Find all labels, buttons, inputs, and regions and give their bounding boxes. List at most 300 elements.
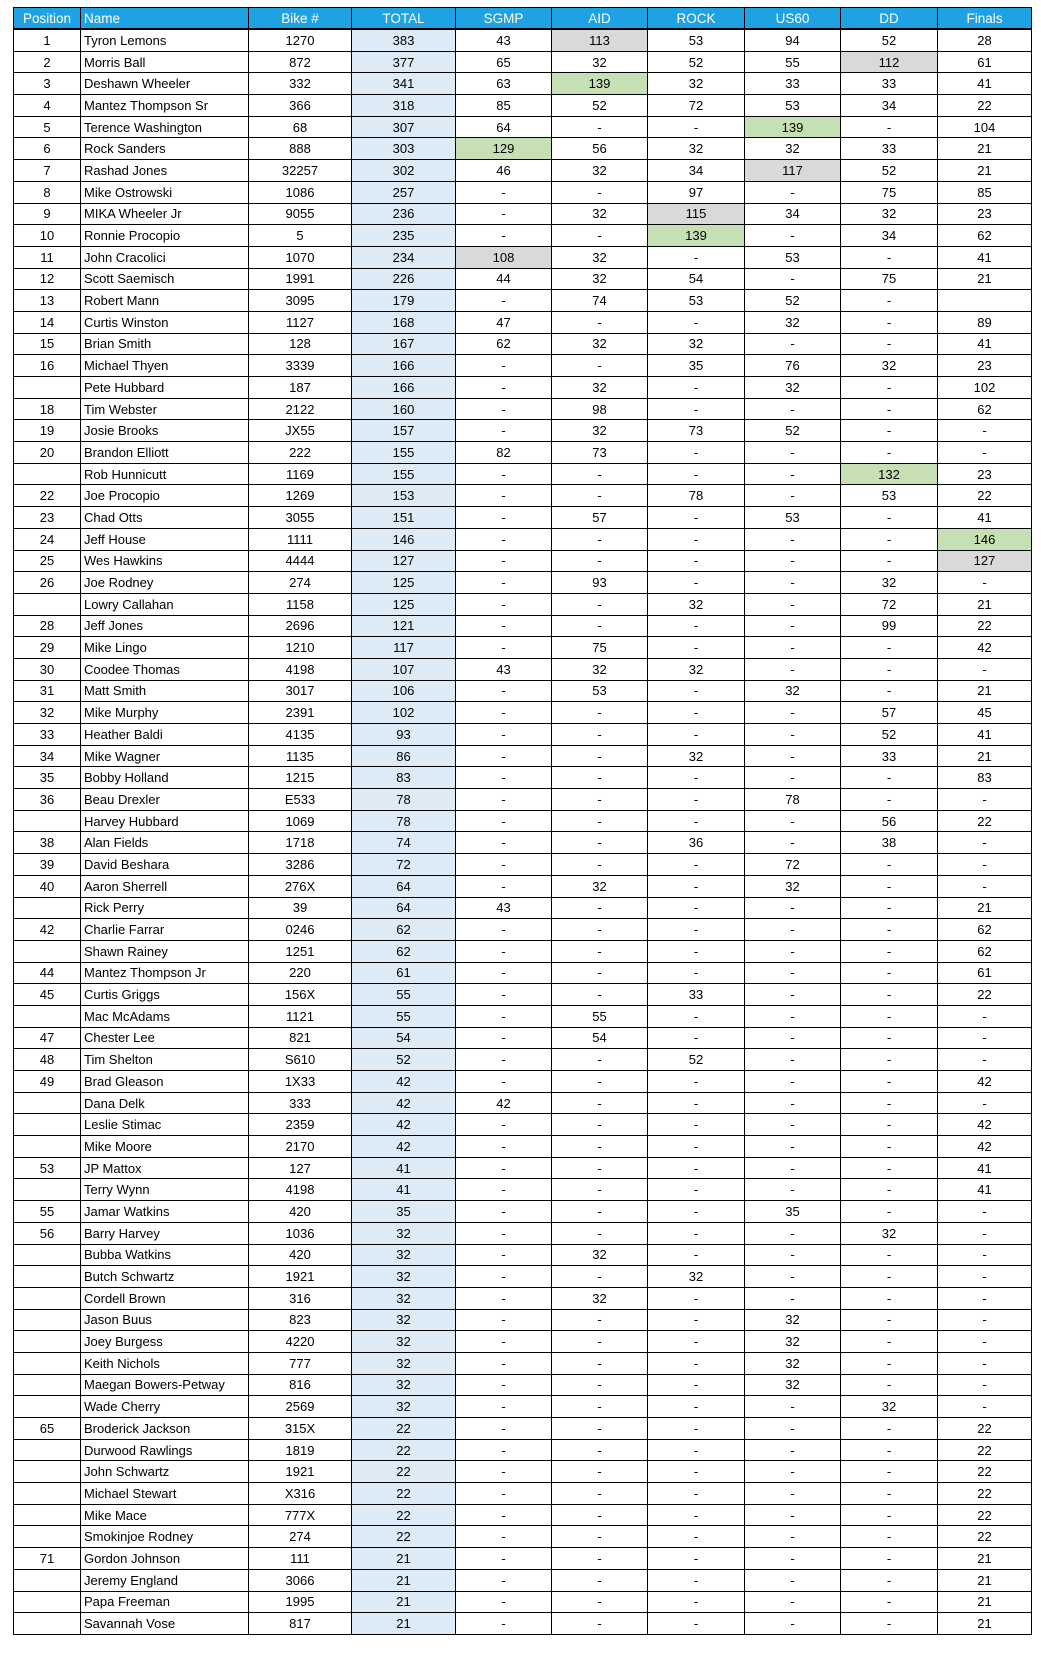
cell-name[interactable]: Jamar Watkins	[81, 1201, 249, 1223]
cell-finals[interactable]: -	[938, 1049, 1032, 1071]
cell-sgmp[interactable]: -	[456, 1071, 552, 1093]
cell-sgmp[interactable]: -	[456, 181, 552, 203]
cell-position[interactable]	[14, 1287, 81, 1309]
cell-dd[interactable]: -	[841, 1309, 938, 1331]
cell-sgmp[interactable]: -	[456, 1157, 552, 1179]
cell-sgmp[interactable]: -	[456, 1352, 552, 1374]
cell-us60[interactable]: 139	[745, 116, 841, 138]
cell-bike-number[interactable]: 127	[249, 1157, 352, 1179]
cell-name[interactable]: Jeff Jones	[81, 615, 249, 637]
cell-sgmp[interactable]: -	[456, 398, 552, 420]
cell-bike-number[interactable]: 128	[249, 333, 352, 355]
cell-total[interactable]: 21	[352, 1569, 456, 1591]
cell-dd[interactable]: 32	[841, 355, 938, 377]
cell-total[interactable]: 22	[352, 1483, 456, 1505]
cell-position[interactable]: 19	[14, 420, 81, 442]
cell-rock[interactable]: -	[648, 442, 745, 464]
cell-name[interactable]: Rob Hunnicutt	[81, 463, 249, 485]
cell-finals[interactable]: 23	[938, 203, 1032, 225]
cell-bike-number[interactable]: 2122	[249, 398, 352, 420]
cell-total[interactable]: 78	[352, 789, 456, 811]
cell-rock[interactable]: -	[648, 1331, 745, 1353]
cell-name[interactable]: Tim Shelton	[81, 1049, 249, 1071]
cell-dd[interactable]: -	[841, 1136, 938, 1158]
cell-total[interactable]: 22	[352, 1526, 456, 1548]
cell-bike-number[interactable]: S610	[249, 1049, 352, 1071]
cell-name[interactable]: Rashad Jones	[81, 160, 249, 182]
cell-finals[interactable]: 21	[938, 138, 1032, 160]
cell-us60[interactable]: 117	[745, 160, 841, 182]
cell-position[interactable]: 53	[14, 1157, 81, 1179]
cell-finals[interactable]: 28	[938, 29, 1032, 51]
cell-aid[interactable]: -	[552, 1266, 648, 1288]
cell-us60[interactable]: 32	[745, 875, 841, 897]
cell-dd[interactable]: 72	[841, 593, 938, 615]
cell-rock[interactable]: -	[648, 1309, 745, 1331]
cell-position[interactable]	[14, 940, 81, 962]
cell-us60[interactable]: -	[745, 268, 841, 290]
cell-finals[interactable]: -	[938, 875, 1032, 897]
cell-rock[interactable]: -	[648, 680, 745, 702]
cell-total[interactable]: 32	[352, 1352, 456, 1374]
cell-rock[interactable]: -	[648, 1504, 745, 1526]
cell-sgmp[interactable]: -	[456, 1114, 552, 1136]
cell-position[interactable]: 28	[14, 615, 81, 637]
cell-aid[interactable]: 139	[552, 73, 648, 95]
cell-sgmp[interactable]: -	[456, 615, 552, 637]
cell-bike-number[interactable]: 366	[249, 95, 352, 117]
cell-sgmp[interactable]: 108	[456, 246, 552, 268]
cell-bike-number[interactable]: 1086	[249, 181, 352, 203]
cell-name[interactable]: Michael Stewart	[81, 1483, 249, 1505]
cell-rock[interactable]: 52	[648, 1049, 745, 1071]
cell-aid[interactable]: 93	[552, 572, 648, 594]
header-us60[interactable]: US60	[745, 8, 841, 30]
cell-rock[interactable]: -	[648, 1114, 745, 1136]
cell-total[interactable]: 226	[352, 268, 456, 290]
cell-total[interactable]: 125	[352, 593, 456, 615]
cell-finals[interactable]: 45	[938, 702, 1032, 724]
cell-finals[interactable]: 42	[938, 1136, 1032, 1158]
cell-us60[interactable]: -	[745, 724, 841, 746]
cell-bike-number[interactable]: 68	[249, 116, 352, 138]
cell-us60[interactable]: 76	[745, 355, 841, 377]
cell-rock[interactable]: -	[648, 724, 745, 746]
cell-position[interactable]: 2	[14, 51, 81, 73]
cell-total[interactable]: 74	[352, 832, 456, 854]
cell-finals[interactable]: 21	[938, 680, 1032, 702]
cell-rock[interactable]: -	[648, 615, 745, 637]
header-aid[interactable]: AID	[552, 8, 648, 30]
cell-position[interactable]: 10	[14, 225, 81, 247]
cell-name[interactable]: Leslie Stimac	[81, 1114, 249, 1136]
cell-us60[interactable]: -	[745, 485, 841, 507]
cell-total[interactable]: 22	[352, 1439, 456, 1461]
cell-rock[interactable]: -	[648, 1287, 745, 1309]
cell-us60[interactable]: -	[745, 1244, 841, 1266]
cell-bike-number[interactable]: 187	[249, 377, 352, 399]
cell-finals[interactable]: -	[938, 1092, 1032, 1114]
cell-finals[interactable]: 42	[938, 1114, 1032, 1136]
cell-rock[interactable]: -	[648, 1418, 745, 1440]
cell-total[interactable]: 22	[352, 1504, 456, 1526]
cell-finals[interactable]: -	[938, 789, 1032, 811]
cell-bike-number[interactable]: 1270	[249, 29, 352, 51]
cell-position[interactable]: 42	[14, 919, 81, 941]
cell-dd[interactable]: 52	[841, 29, 938, 51]
cell-bike-number[interactable]: 821	[249, 1027, 352, 1049]
cell-total[interactable]: 42	[352, 1136, 456, 1158]
cell-total[interactable]: 155	[352, 442, 456, 464]
cell-aid[interactable]: -	[552, 1049, 648, 1071]
cell-finals[interactable]: 41	[938, 1179, 1032, 1201]
cell-bike-number[interactable]: 3066	[249, 1569, 352, 1591]
cell-rock[interactable]: -	[648, 1157, 745, 1179]
cell-us60[interactable]: -	[745, 593, 841, 615]
cell-dd[interactable]: 33	[841, 73, 938, 95]
cell-total[interactable]: 64	[352, 875, 456, 897]
cell-dd[interactable]: 56	[841, 810, 938, 832]
cell-sgmp[interactable]: -	[456, 767, 552, 789]
cell-name[interactable]: Maegan Bowers-Petway	[81, 1374, 249, 1396]
cell-sgmp[interactable]: -	[456, 875, 552, 897]
cell-name[interactable]: Mike Ostrowski	[81, 181, 249, 203]
cell-aid[interactable]: 32	[552, 333, 648, 355]
cell-aid[interactable]: 75	[552, 637, 648, 659]
cell-bike-number[interactable]: X316	[249, 1483, 352, 1505]
cell-total[interactable]: 42	[352, 1071, 456, 1093]
cell-us60[interactable]: -	[745, 1591, 841, 1613]
cell-us60[interactable]: 32	[745, 311, 841, 333]
cell-position[interactable]	[14, 1331, 81, 1353]
cell-dd[interactable]: 32	[841, 1396, 938, 1418]
cell-bike-number[interactable]: 1995	[249, 1591, 352, 1613]
cell-bike-number[interactable]: 1069	[249, 810, 352, 832]
cell-aid[interactable]: -	[552, 832, 648, 854]
header-sgmp[interactable]: SGMP	[456, 8, 552, 30]
cell-dd[interactable]: -	[841, 767, 938, 789]
cell-dd[interactable]: 52	[841, 160, 938, 182]
cell-sgmp[interactable]: 44	[456, 268, 552, 290]
cell-bike-number[interactable]: 315X	[249, 1418, 352, 1440]
cell-aid[interactable]: -	[552, 1114, 648, 1136]
cell-bike-number[interactable]: 0246	[249, 919, 352, 941]
cell-bike-number[interactable]: 220	[249, 962, 352, 984]
cell-sgmp[interactable]: -	[456, 984, 552, 1006]
cell-total[interactable]: 32	[352, 1374, 456, 1396]
cell-sgmp[interactable]: -	[456, 854, 552, 876]
cell-name[interactable]: Curtis Griggs	[81, 984, 249, 1006]
cell-name[interactable]: JP Mattox	[81, 1157, 249, 1179]
cell-sgmp[interactable]: -	[456, 528, 552, 550]
cell-aid[interactable]: -	[552, 1418, 648, 1440]
cell-bike-number[interactable]: 1819	[249, 1439, 352, 1461]
cell-bike-number[interactable]: JX55	[249, 420, 352, 442]
cell-position[interactable]	[14, 463, 81, 485]
cell-total[interactable]: 52	[352, 1049, 456, 1071]
cell-position[interactable]: 24	[14, 528, 81, 550]
cell-name[interactable]: Keith Nichols	[81, 1352, 249, 1374]
cell-bike-number[interactable]: 777	[249, 1352, 352, 1374]
cell-finals[interactable]: 62	[938, 940, 1032, 962]
cell-bike-number[interactable]: 1135	[249, 745, 352, 767]
cell-dd[interactable]: -	[841, 1461, 938, 1483]
cell-sgmp[interactable]: -	[456, 1548, 552, 1570]
cell-us60[interactable]: -	[745, 550, 841, 572]
cell-rock[interactable]: -	[648, 1374, 745, 1396]
cell-sgmp[interactable]: 85	[456, 95, 552, 117]
cell-us60[interactable]: 53	[745, 507, 841, 529]
cell-aid[interactable]: 32	[552, 875, 648, 897]
cell-sgmp[interactable]: -	[456, 550, 552, 572]
cell-bike-number[interactable]: 1921	[249, 1461, 352, 1483]
cell-dd[interactable]: -	[841, 1049, 938, 1071]
cell-total[interactable]: 127	[352, 550, 456, 572]
cell-dd[interactable]: -	[841, 1591, 938, 1613]
cell-us60[interactable]: -	[745, 1569, 841, 1591]
cell-total[interactable]: 32	[352, 1287, 456, 1309]
cell-bike-number[interactable]: 777X	[249, 1504, 352, 1526]
cell-sgmp[interactable]: -	[456, 1266, 552, 1288]
cell-position[interactable]: 25	[14, 550, 81, 572]
cell-us60[interactable]: 52	[745, 290, 841, 312]
cell-aid[interactable]: 32	[552, 203, 648, 225]
cell-position[interactable]: 9	[14, 203, 81, 225]
cell-name[interactable]: Joe Procopio	[81, 485, 249, 507]
cell-position[interactable]	[14, 1136, 81, 1158]
cell-aid[interactable]: -	[552, 463, 648, 485]
cell-dd[interactable]: 34	[841, 225, 938, 247]
cell-finals[interactable]: 41	[938, 724, 1032, 746]
cell-dd[interactable]: -	[841, 658, 938, 680]
cell-aid[interactable]: -	[552, 1201, 648, 1223]
cell-position[interactable]	[14, 1244, 81, 1266]
cell-dd[interactable]: -	[841, 789, 938, 811]
cell-us60[interactable]: -	[745, 1114, 841, 1136]
cell-dd[interactable]: -	[841, 246, 938, 268]
cell-bike-number[interactable]: 1158	[249, 593, 352, 615]
cell-dd[interactable]: 75	[841, 181, 938, 203]
cell-bike-number[interactable]: 3339	[249, 355, 352, 377]
cell-rock[interactable]: 72	[648, 95, 745, 117]
cell-rock[interactable]: -	[648, 1526, 745, 1548]
cell-rock[interactable]: -	[648, 1244, 745, 1266]
cell-us60[interactable]: 32	[745, 1309, 841, 1331]
cell-bike-number[interactable]: 1036	[249, 1222, 352, 1244]
cell-aid[interactable]: 52	[552, 95, 648, 117]
cell-bike-number[interactable]: 816	[249, 1374, 352, 1396]
cell-rock[interactable]: -	[648, 507, 745, 529]
cell-position[interactable]: 31	[14, 680, 81, 702]
cell-name[interactable]: Heather Baldi	[81, 724, 249, 746]
cell-rock[interactable]: -	[648, 1179, 745, 1201]
cell-position[interactable]: 12	[14, 268, 81, 290]
cell-us60[interactable]: -	[745, 1049, 841, 1071]
cell-sgmp[interactable]: -	[456, 1418, 552, 1440]
cell-bike-number[interactable]: 274	[249, 572, 352, 594]
cell-finals[interactable]: -	[938, 1201, 1032, 1223]
cell-name[interactable]: Jeremy England	[81, 1569, 249, 1591]
cell-sgmp[interactable]: -	[456, 1374, 552, 1396]
cell-bike-number[interactable]: 1921	[249, 1266, 352, 1288]
cell-name[interactable]: Papa Freeman	[81, 1591, 249, 1613]
cell-finals[interactable]: -	[938, 1309, 1032, 1331]
cell-finals[interactable]: 62	[938, 225, 1032, 247]
cell-aid[interactable]: 32	[552, 51, 648, 73]
cell-us60[interactable]: -	[745, 702, 841, 724]
cell-finals[interactable]: 42	[938, 1071, 1032, 1093]
cell-us60[interactable]: 35	[745, 1201, 841, 1223]
cell-us60[interactable]: 94	[745, 29, 841, 51]
cell-name[interactable]: Lowry Callahan	[81, 593, 249, 615]
cell-dd[interactable]: -	[841, 1439, 938, 1461]
cell-bike-number[interactable]: 1269	[249, 485, 352, 507]
cell-aid[interactable]: -	[552, 940, 648, 962]
cell-dd[interactable]: -	[841, 1352, 938, 1374]
cell-aid[interactable]: -	[552, 810, 648, 832]
cell-dd[interactable]: 52	[841, 724, 938, 746]
cell-position[interactable]: 55	[14, 1201, 81, 1223]
cell-sgmp[interactable]: -	[456, 1222, 552, 1244]
cell-us60[interactable]: -	[745, 767, 841, 789]
cell-name[interactable]: Mac McAdams	[81, 1005, 249, 1027]
cell-us60[interactable]: -	[745, 919, 841, 941]
cell-finals[interactable]: -	[938, 1396, 1032, 1418]
cell-dd[interactable]: -	[841, 1179, 938, 1201]
cell-total[interactable]: 257	[352, 181, 456, 203]
cell-position[interactable]	[14, 1461, 81, 1483]
cell-us60[interactable]: -	[745, 1548, 841, 1570]
cell-sgmp[interactable]: -	[456, 355, 552, 377]
cell-dd[interactable]: 34	[841, 95, 938, 117]
cell-sgmp[interactable]: -	[456, 702, 552, 724]
cell-us60[interactable]: 72	[745, 854, 841, 876]
cell-position[interactable]: 26	[14, 572, 81, 594]
cell-dd[interactable]: -	[841, 919, 938, 941]
cell-finals[interactable]: 22	[938, 1418, 1032, 1440]
cell-sgmp[interactable]: -	[456, 745, 552, 767]
cell-us60[interactable]: -	[745, 181, 841, 203]
cell-finals[interactable]: -	[938, 572, 1032, 594]
cell-sgmp[interactable]: -	[456, 1591, 552, 1613]
cell-us60[interactable]: -	[745, 1504, 841, 1526]
cell-name[interactable]: John Cracolici	[81, 246, 249, 268]
cell-dd[interactable]: -	[841, 1504, 938, 1526]
cell-finals[interactable]: 89	[938, 311, 1032, 333]
cell-finals[interactable]	[938, 290, 1032, 312]
cell-dd[interactable]: -	[841, 1071, 938, 1093]
cell-dd[interactable]: -	[841, 1548, 938, 1570]
cell-total[interactable]: 42	[352, 1092, 456, 1114]
cell-bike-number[interactable]: 32257	[249, 160, 352, 182]
cell-name[interactable]: Chester Lee	[81, 1027, 249, 1049]
cell-rock[interactable]: 32	[648, 333, 745, 355]
cell-us60[interactable]: -	[745, 398, 841, 420]
cell-rock[interactable]: -	[648, 1027, 745, 1049]
cell-name[interactable]: Brad Gleason	[81, 1071, 249, 1093]
cell-position[interactable]: 34	[14, 745, 81, 767]
cell-name[interactable]: Smokinjoe Rodney	[81, 1526, 249, 1548]
cell-bike-number[interactable]: 4444	[249, 550, 352, 572]
cell-total[interactable]: 21	[352, 1591, 456, 1613]
cell-rock[interactable]: -	[648, 1005, 745, 1027]
header-total[interactable]: TOTAL	[352, 8, 456, 30]
cell-dd[interactable]: -	[841, 1005, 938, 1027]
cell-finals[interactable]: 23	[938, 355, 1032, 377]
cell-rock[interactable]: -	[648, 1396, 745, 1418]
cell-sgmp[interactable]: -	[456, 1005, 552, 1027]
cell-total[interactable]: 377	[352, 51, 456, 73]
cell-total[interactable]: 160	[352, 398, 456, 420]
cell-dd[interactable]: -	[841, 1418, 938, 1440]
cell-dd[interactable]: 75	[841, 268, 938, 290]
cell-total[interactable]: 62	[352, 940, 456, 962]
cell-name[interactable]: Pete Hubbard	[81, 377, 249, 399]
cell-sgmp[interactable]: -	[456, 1439, 552, 1461]
cell-us60[interactable]: -	[745, 572, 841, 594]
cell-name[interactable]: Charlie Farrar	[81, 919, 249, 941]
cell-name[interactable]: Tyron Lemons	[81, 29, 249, 51]
cell-finals[interactable]: 22	[938, 485, 1032, 507]
cell-aid[interactable]: -	[552, 1461, 648, 1483]
cell-total[interactable]: 167	[352, 333, 456, 355]
cell-aid[interactable]: -	[552, 1504, 648, 1526]
cell-name[interactable]: Durwood Rawlings	[81, 1439, 249, 1461]
cell-sgmp[interactable]: -	[456, 572, 552, 594]
cell-bike-number[interactable]: 1718	[249, 832, 352, 854]
cell-total[interactable]: 307	[352, 116, 456, 138]
cell-sgmp[interactable]: -	[456, 1136, 552, 1158]
cell-total[interactable]: 54	[352, 1027, 456, 1049]
cell-rock[interactable]: -	[648, 854, 745, 876]
cell-sgmp[interactable]: -	[456, 1201, 552, 1223]
cell-bike-number[interactable]: 5	[249, 225, 352, 247]
cell-total[interactable]: 32	[352, 1331, 456, 1353]
cell-finals[interactable]: 22	[938, 810, 1032, 832]
cell-name[interactable]: Michael Thyen	[81, 355, 249, 377]
cell-aid[interactable]: -	[552, 919, 648, 941]
header-name[interactable]: Name	[81, 8, 249, 30]
cell-name[interactable]: Mike Murphy	[81, 702, 249, 724]
cell-bike-number[interactable]: 1127	[249, 311, 352, 333]
cell-dd[interactable]: 132	[841, 463, 938, 485]
cell-finals[interactable]: 22	[938, 1526, 1032, 1548]
cell-dd[interactable]: -	[841, 1483, 938, 1505]
cell-total[interactable]: 21	[352, 1548, 456, 1570]
cell-position[interactable]	[14, 1374, 81, 1396]
cell-rock[interactable]: -	[648, 1071, 745, 1093]
cell-position[interactable]	[14, 1569, 81, 1591]
cell-finals[interactable]: 21	[938, 268, 1032, 290]
cell-sgmp[interactable]: -	[456, 832, 552, 854]
cell-position[interactable]: 3	[14, 73, 81, 95]
cell-total[interactable]: 146	[352, 528, 456, 550]
cell-rock[interactable]: -	[648, 1483, 745, 1505]
cell-sgmp[interactable]: -	[456, 1483, 552, 1505]
cell-aid[interactable]: -	[552, 181, 648, 203]
cell-dd[interactable]: 32	[841, 203, 938, 225]
cell-total[interactable]: 32	[352, 1244, 456, 1266]
cell-dd[interactable]: -	[841, 528, 938, 550]
cell-us60[interactable]: -	[745, 1483, 841, 1505]
cell-total[interactable]: 302	[352, 160, 456, 182]
cell-rock[interactable]: -	[648, 1461, 745, 1483]
cell-dd[interactable]: -	[841, 1287, 938, 1309]
cell-total[interactable]: 153	[352, 485, 456, 507]
cell-dd[interactable]: -	[841, 897, 938, 919]
cell-us60[interactable]: -	[745, 1461, 841, 1483]
cell-sgmp[interactable]: -	[456, 1309, 552, 1331]
